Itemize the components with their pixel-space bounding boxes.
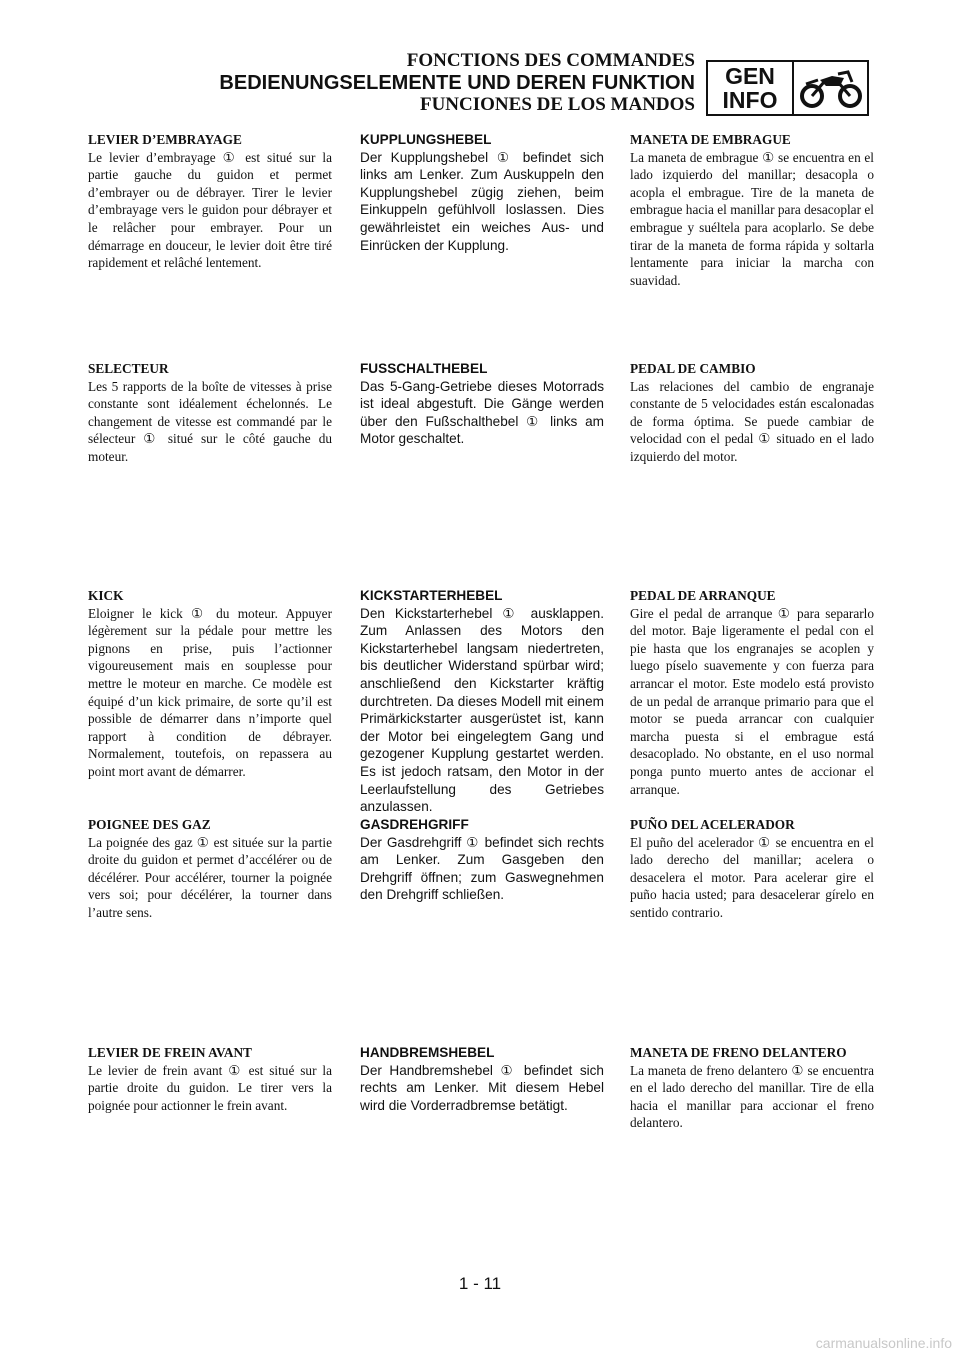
section-kick-fr bbox=[88, 587, 332, 781]
section-title: KICK bbox=[88, 588, 124, 603]
section-shift-es bbox=[630, 360, 874, 466]
section-brake-es bbox=[630, 1044, 874, 1132]
section-text: Gire el pedal de arranque ① para separarlo del motor. Baje ligeramente el pedal con el pie hasta que los engranajes se acoplen y luego píselo suavemente y con fuerza para arrancar el motor. Este modelo está provisto de un pedal de arranque primario para que el motor se pueda arrancar con cualquier marcha puesta si el embrague está desacoplado. No obstante, en el uso normal ponga punto muerto antes de accionar el arranque. bbox=[630, 605, 874, 797]
section-brake-de bbox=[360, 1044, 604, 1114]
section-text: Das 5-Gang-Getriebe dieses Motorrads ist ideal abgestuft. Die Gänge werden über den Fußschalthebel ① links am Motor geschaltet. bbox=[360, 378, 604, 447]
gen-info-badge bbox=[706, 60, 869, 116]
section-title: MANETA DE FRENO DELANTERO bbox=[630, 1045, 847, 1060]
section-kick-es bbox=[630, 587, 874, 798]
section-text: El puño del acelerador ① se encuentra en el lado derecho del manillar; acelera o desacelera el motor. Para acelerar gire el puño hacia usted; para desacelerar gírelo en sentido contrario. bbox=[630, 834, 874, 920]
section-shift-fr bbox=[88, 360, 332, 466]
section-text: La maneta de freno delantero ① se encuentra en el lado derecho del manillar. Tire de ella hacia el manillar para accionar el freno delantero. bbox=[630, 1062, 874, 1131]
section-text: Den Kickstarterhebel ① ausklappen. Zum Anlassen des Motors den Kickstarterhebel langsam niedertreten, bis deutlicher Widerstand spürbar wird; anschließend den Kickstarter kräftig durchtreten. Da dieses Modell mit einem Primärkickstarter ausgerüstet ist, kann der Motor bei eingelegtem Gang und gezogener Kupplung gestartet werden. Es ist jedoch ratsam, den Motor in der Leerlaufstellung des Getriebes anzulassen. bbox=[360, 605, 604, 815]
badge-line1: GEN bbox=[725, 63, 775, 89]
motorcycle-icon bbox=[794, 62, 867, 114]
watermark: carmanualsonline.info bbox=[815, 1335, 952, 1351]
section-title: LEVIER D’EMBRAYAGE bbox=[88, 132, 242, 147]
section-throttle-de bbox=[360, 816, 604, 904]
section-title: PEDAL DE ARRANQUE bbox=[630, 588, 776, 603]
section-clutch-de bbox=[360, 131, 604, 254]
section-title: MANETA DE EMBRAGUE bbox=[630, 132, 791, 147]
header-titles bbox=[219, 50, 695, 116]
section-title: GASDREHGRIFF bbox=[360, 817, 469, 832]
section-text: Le levier de frein avant ① est situé sur la partie droite du guidon. Le tirer vers la poignée pour actionner le frein avant. bbox=[88, 1062, 332, 1113]
section-text: Las relaciones del cambio de engranaje constante de 5 velocidades están escalonadas de forma óptima. Se puede cambiar de velocidad con el pedal ① situado en el lado izquierdo del motor. bbox=[630, 378, 874, 464]
title-de: BEDIENUNGSELEMENTE UND DEREN FUNKTION bbox=[219, 72, 695, 94]
section-text: Les 5 rapports de la boîte de vitesses à prise constante sont idéalement échelonnés. Le changement de vitesse est commandé par le sélecteur ① situé sur le côté gauche du moteur. bbox=[88, 378, 332, 464]
section-title: PEDAL DE CAMBIO bbox=[630, 361, 756, 376]
badge-line2: INFO bbox=[722, 87, 778, 113]
title-fr: FONCTIONS DES COMMANDES bbox=[406, 50, 695, 71]
section-clutch-es bbox=[630, 131, 874, 289]
section-text: Eloigner le kick ① du moteur. Appuyer légèrement sur la pédale pour mettre les pignons en prise, puis l’actionner vigoureusement mais en souplesse pour mettre le moteur en marche. Ce modèle est équipé d’un kick primaire, de sorte qu’il est possible de démarrer dans n’importe quel rapport à condition de débrayer. Normalement, toutefois, on repassera au point mort avant de démarrer. bbox=[88, 605, 332, 779]
section-brake-fr bbox=[88, 1044, 332, 1114]
section-text: La poignée des gaz ① est située sur la partie droite du guidon et permet d’accélérer ou de décélérer. Pour accélérer, tourner la poignée vers soi; pour décélérer, la tourner dans l’autre sens. bbox=[88, 834, 332, 920]
section-shift-de bbox=[360, 360, 604, 448]
title-es: FUNCIONES DE LOS MANDOS bbox=[419, 94, 695, 115]
section-text: Der Kupplungshebel ① befindet sich links am Lenker. Zum Auskuppeln den Kupplungshebel zügig ziehen, beim Einkuppeln gefühlvoll loslassen. Dies gewährleistet ein weiches Aus- und Einrücken der Kupplung. bbox=[360, 149, 604, 253]
section-title: KUPPLUNGSHEBEL bbox=[360, 132, 492, 147]
page-number: 1 - 11 bbox=[458, 1274, 502, 1293]
section-text: Der Handbremshebel ① befindet sich rechts am Lenker. Mit diesem Hebel wird die Vorderradbremse betätigt. bbox=[360, 1062, 604, 1113]
section-text: Der Gasdrehgriff ① befindet sich rechts am Lenker. Zum Gasgeben den Drehgriff öffnen; zum Gaswegnehmen den Drehgriff schließen. bbox=[360, 834, 604, 903]
section-throttle-fr bbox=[88, 816, 332, 922]
section-title: FUSSCHALTHEBEL bbox=[360, 361, 488, 376]
section-title: HANDBREMSHEBEL bbox=[360, 1045, 495, 1060]
section-text: La maneta de embrague ① se encuentra en el lado izquierdo del manillar; desacopla o acopla el embrague. Tire de la maneta de embrague hacia el manillar para desacoplar el embrague y suéltela para acoplarlo. Se debe tirar de la maneta de forma rápida y soltarla lentamente para iniciar la marcha con suavidad. bbox=[630, 149, 874, 288]
section-title: SELECTEUR bbox=[88, 361, 169, 376]
section-title: LEVIER DE FREIN AVANT bbox=[88, 1045, 252, 1060]
section-throttle-es bbox=[630, 816, 874, 922]
section-clutch-fr bbox=[88, 131, 332, 272]
section-text: Le levier d’embrayage ① est situé sur la partie gauche du guidon et permet d’embrayer ou de débrayer. Tirer le levier d’embrayage vers le guidon pour débrayer et le relâcher pour embrayer. Pour un démarrage en douceur, le levier doit être tiré rapidement et relâché lentement. bbox=[88, 149, 332, 271]
section-kick-de bbox=[360, 587, 604, 816]
badge-label bbox=[708, 62, 794, 114]
section-title: PUÑO DEL ACELERADOR bbox=[630, 817, 795, 832]
section-title: KICKSTARTERHEBEL bbox=[360, 588, 503, 603]
section-title: POIGNEE DES GAZ bbox=[88, 817, 211, 832]
